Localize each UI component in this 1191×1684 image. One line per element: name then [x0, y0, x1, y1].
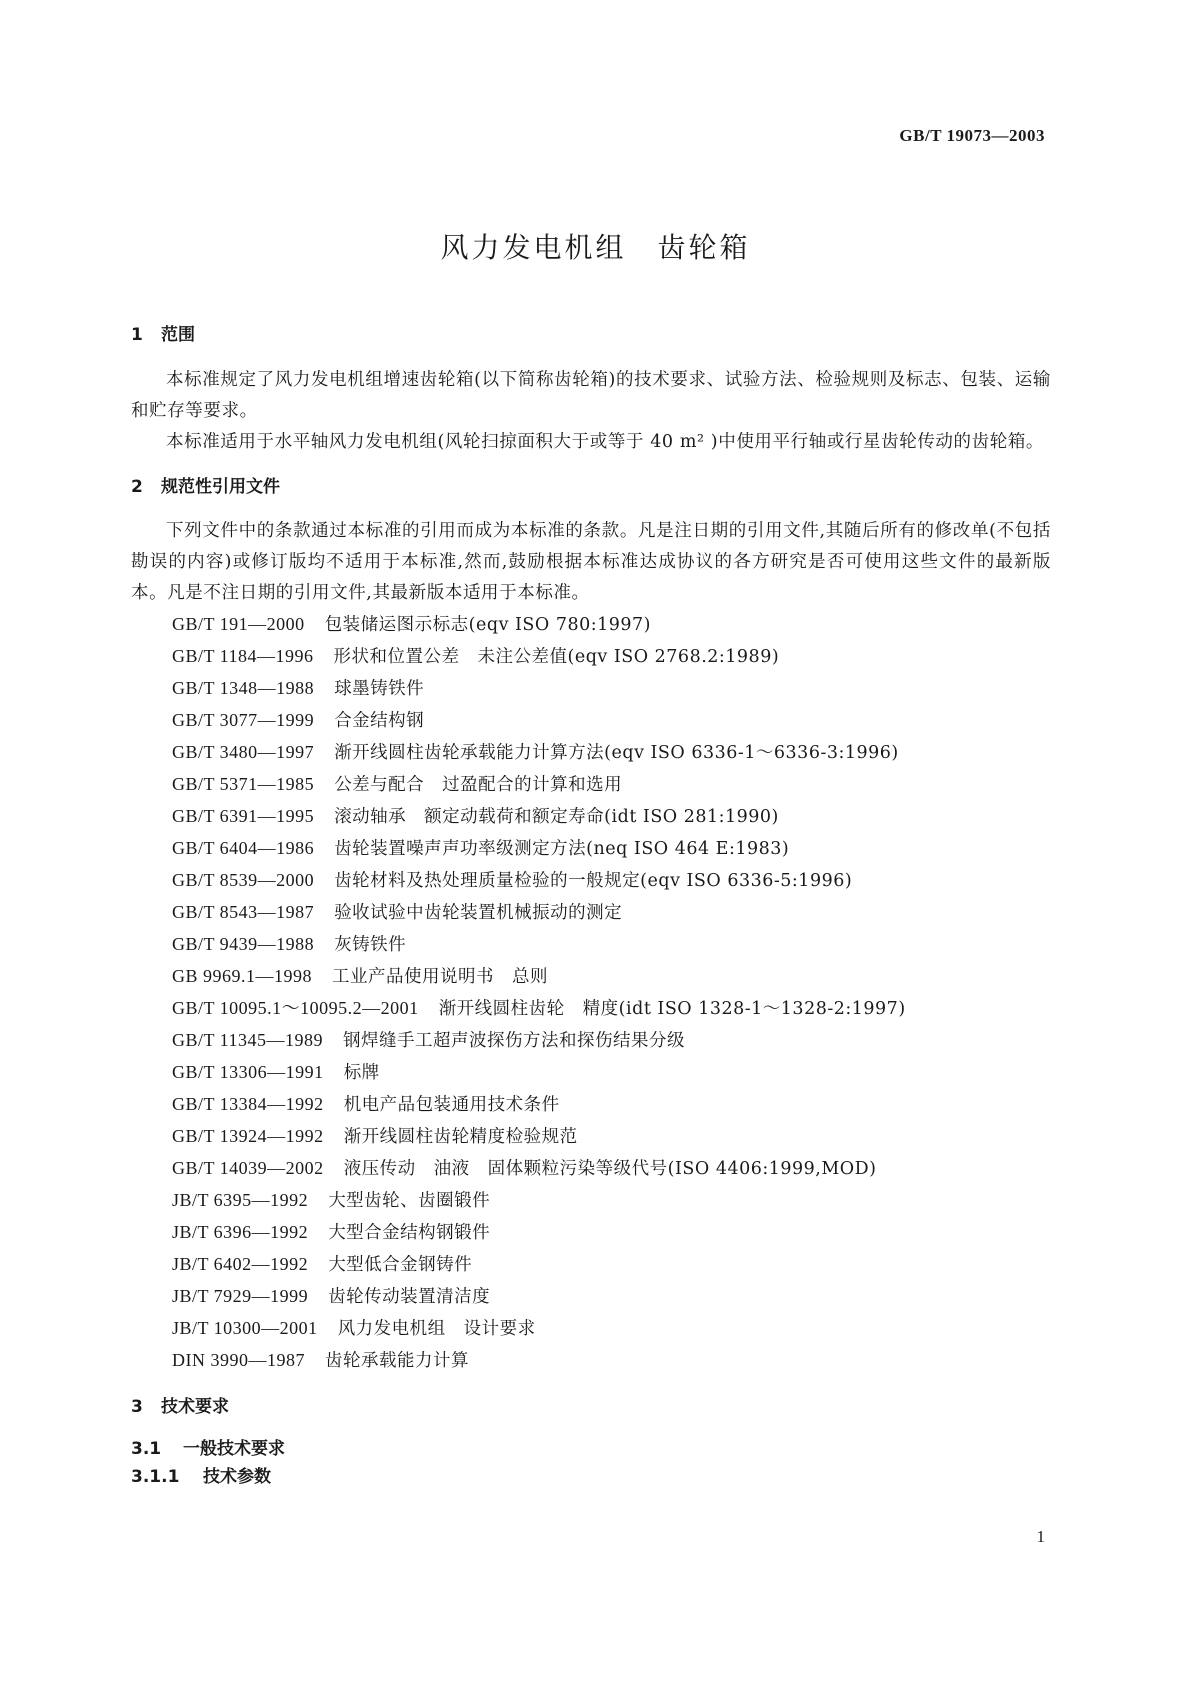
reference-item [131, 961, 1051, 993]
reference-title: 渐开线圆柱齿轮承载能力计算方法(eqv ISO 6336-1～6336-3:1996) [334, 743, 899, 763]
reference-title: 合金结构钢 [334, 711, 425, 731]
subsection-title: 一般技术要求 [183, 1439, 285, 1459]
document-title: 风力发电机组 齿轮箱 [440, 231, 751, 264]
reference-item [131, 1281, 1051, 1313]
section-number: 3 [131, 1397, 143, 1417]
reference-item [131, 1313, 1051, 1345]
reference-code: DIN 3990—1987 [172, 1350, 305, 1370]
section-3-heading [131, 1395, 1051, 1419]
reference-item [131, 1089, 1051, 1121]
section-2-heading [131, 475, 1051, 499]
reference-code: GB/T 3480—1997 [172, 742, 315, 762]
reference-item [131, 993, 1051, 1025]
reference-title: 包装储运图示标志(eqv ISO 780:1997) [324, 615, 651, 635]
scope-paragraph-1: 本标准规定了风力发电机组增速齿轮箱(以下简称齿轮箱)的技术要求、试验方法、检验规则及标志、包装、运输和贮存等要求。 [131, 370, 1051, 421]
reference-list [131, 609, 1051, 1377]
reference-item [131, 1249, 1051, 1281]
references-intro: 下列文件中的条款通过本标准的引用而成为本标准的条款。凡是注日期的引用文件,其随后所有的修改单(不包括勘误的内容)或修订版均不适用于本标准,然而,鼓励根据本标准达成协议的各方研究是否可使用这些文件的最新版本。凡是不注日期的引用文件,其最新版本适用于本标准。 [131, 521, 1051, 603]
reference-item [131, 897, 1051, 929]
reference-item [131, 833, 1051, 865]
reference-item [131, 769, 1051, 801]
reference-item [131, 1217, 1051, 1249]
page-number: 1 [1036, 1527, 1045, 1546]
reference-item [131, 1025, 1051, 1057]
reference-item [131, 801, 1051, 833]
reference-title: 齿轮装置噪声声功率级测定方法(neq ISO 464 E:1983) [334, 839, 790, 859]
reference-code: JB/T 6396—1992 [172, 1222, 309, 1242]
reference-title: 球墨铸铁件 [334, 679, 425, 699]
reference-code: JB/T 6395—1992 [172, 1190, 309, 1210]
subsection-3-1-heading [131, 1437, 1051, 1461]
reference-title: 公差与配合 过盈配合的计算和选用 [334, 775, 623, 795]
section-title: 规范性引用文件 [161, 477, 280, 497]
reference-title: 大型齿轮、齿圈锻件 [328, 1191, 491, 1211]
reference-item [131, 673, 1051, 705]
reference-title: 滚动轴承 额定动载荷和额定寿命(idt ISO 281:1990) [334, 807, 779, 827]
standard-code: GB/T 19073—2003 [899, 126, 1045, 145]
reference-code: GB/T 6391—1995 [172, 806, 315, 826]
reference-item [131, 1185, 1051, 1217]
reference-item [131, 609, 1051, 641]
reference-code: JB/T 6402—1992 [172, 1254, 309, 1274]
section-number: 1 [131, 325, 143, 345]
section-1-heading [131, 323, 1051, 347]
reference-code: GB/T 1184—1996 [172, 646, 314, 666]
reference-title: 大型合金结构钢锻件 [328, 1223, 491, 1243]
reference-title: 齿轮材料及热处理质量检验的一般规定(eqv ISO 6336-5:1996) [334, 871, 853, 891]
reference-code: GB/T 14039—2002 [172, 1158, 324, 1178]
reference-item [131, 1153, 1051, 1185]
document-body [131, 323, 1051, 1489]
section-number: 2 [131, 477, 143, 497]
reference-title: 标牌 [343, 1063, 380, 1083]
reference-title: 渐开线圆柱齿轮精度检验规范 [343, 1127, 578, 1147]
reference-code: GB/T 11345—1989 [172, 1030, 324, 1050]
reference-title: 齿轮承载能力计算 [325, 1351, 469, 1371]
reference-code: GB/T 8539—2000 [172, 870, 315, 890]
reference-item [131, 1345, 1051, 1377]
reference-title: 工业产品使用说明书 总则 [332, 967, 549, 987]
subsection-title: 技术参数 [203, 1467, 271, 1487]
reference-code: GB/T 10095.1～10095.2—2001 [172, 998, 419, 1018]
reference-title: 形状和位置公差 未注公差值(eqv ISO 2768.2:1989) [333, 647, 780, 667]
reference-title: 大型低合金钢铸件 [328, 1255, 473, 1275]
reference-item [131, 929, 1051, 961]
subsection-3-1-1-heading [131, 1465, 1051, 1489]
subsection-number: 3.1 [131, 1439, 162, 1459]
reference-item [131, 705, 1051, 737]
reference-code: GB 9969.1—1998 [172, 966, 313, 986]
reference-title: 灰铸铁件 [334, 935, 407, 955]
reference-code: JB/T 10300—2001 [172, 1318, 318, 1338]
reference-item [131, 1121, 1051, 1153]
reference-title: 齿轮传动装置清洁度 [328, 1287, 491, 1307]
reference-title: 液压传动 油液 固体颗粒污染等级代号(ISO 4406:1999,MOD) [343, 1159, 877, 1179]
subsection-number: 3.1.1 [131, 1467, 180, 1487]
reference-code: GB/T 8543—1987 [172, 902, 315, 922]
reference-item [131, 1057, 1051, 1089]
reference-item [131, 865, 1051, 897]
reference-title: 渐开线圆柱齿轮 精度(idt ISO 1328-1～1328-2:1997) [438, 999, 906, 1019]
section-title: 技术要求 [161, 1397, 229, 1417]
reference-title: 验收试验中齿轮装置机械振动的测定 [334, 903, 623, 923]
reference-item [131, 641, 1051, 673]
reference-title: 钢焊缝手工超声波探伤方法和探伤结果分级 [343, 1031, 686, 1051]
section-title: 范围 [161, 325, 195, 345]
reference-title: 风力发电机组 设计要求 [337, 1319, 536, 1339]
reference-code: GB/T 13306—1991 [172, 1062, 324, 1082]
reference-code: JB/T 7929—1999 [172, 1286, 309, 1306]
reference-code: GB/T 191—2000 [172, 614, 305, 634]
reference-code: GB/T 9439—1988 [172, 934, 315, 954]
reference-code: GB/T 1348—1988 [172, 678, 315, 698]
reference-code: GB/T 13924—1992 [172, 1126, 324, 1146]
reference-item [131, 737, 1051, 769]
reference-title: 机电产品包装通用技术条件 [343, 1095, 560, 1115]
reference-code: GB/T 6404—1986 [172, 838, 315, 858]
reference-code: GB/T 5371—1985 [172, 774, 315, 794]
scope-paragraph-2: 本标准适用于水平轴风力发电机组(风轮扫掠面积大于或等于 40 m² )中使用平行轴或行星齿轮传动的齿轮箱。 [166, 432, 1045, 452]
reference-code: GB/T 13384—1992 [172, 1094, 324, 1114]
reference-code: GB/T 3077—1999 [172, 710, 315, 730]
